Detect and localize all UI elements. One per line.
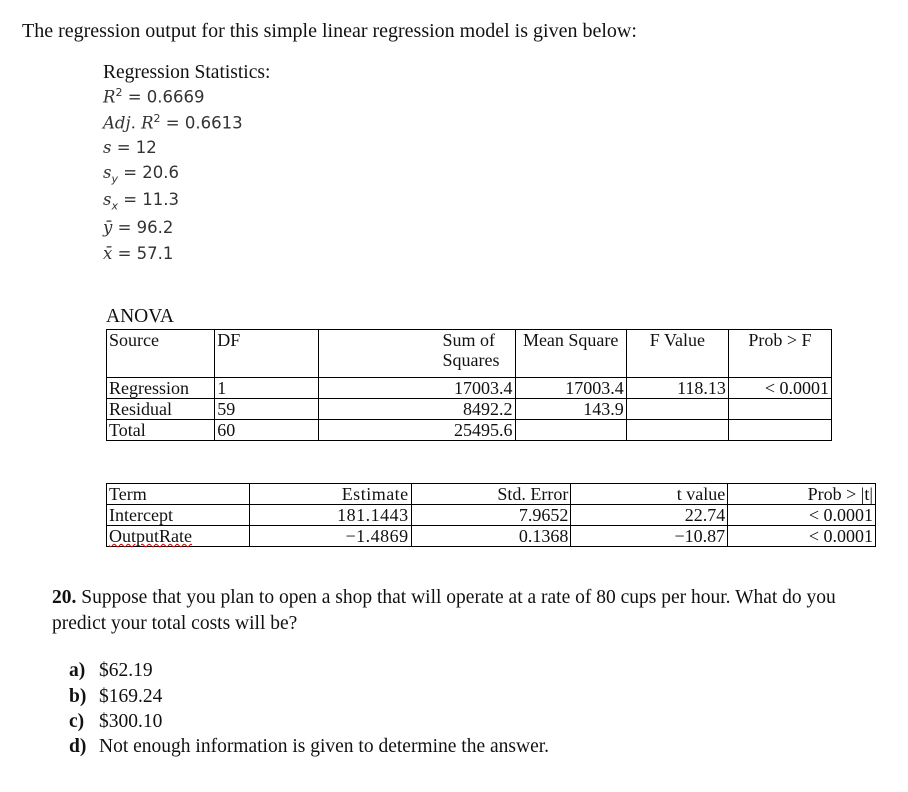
- anova-header-row: [107, 330, 832, 378]
- stat-sy-value: = 20.6: [123, 163, 180, 182]
- coefficients-table: [106, 483, 876, 547]
- anova-title: ANOVA: [106, 306, 174, 327]
- coef-header-std-error: Std. Error: [411, 484, 571, 505]
- anova-cell: 60: [215, 420, 318, 441]
- option-b-text: $169.24: [99, 686, 163, 707]
- coef-row-outputrate: [107, 526, 876, 547]
- anova-cell: 17003.4: [515, 378, 626, 399]
- anova-cell: < 0.0001: [728, 378, 831, 399]
- stat-s: [103, 138, 157, 157]
- option-a-text: $62.19: [99, 660, 153, 681]
- anova-header-f-value: F Value: [626, 330, 728, 378]
- coef-cell: Intercept: [107, 505, 250, 526]
- option-b-letter: b): [69, 686, 87, 707]
- coef-header-prob-t: Prob > |t|: [728, 484, 876, 505]
- anova-row-total: [107, 420, 832, 441]
- stat-r-squared: [103, 86, 205, 107]
- coef-cell: 22.74: [571, 505, 728, 526]
- coef-header-term: Term: [107, 484, 250, 505]
- anova-cell: [728, 399, 831, 420]
- anova-cell: [728, 420, 831, 441]
- stat-sy-label: s: [103, 163, 112, 182]
- option-a-letter: a): [69, 660, 86, 681]
- coef-cell: −1.4869: [249, 526, 411, 547]
- anova-cell: 118.13: [626, 378, 728, 399]
- stat-sx-value: = 11.3: [123, 190, 180, 209]
- anova-table: [106, 329, 832, 441]
- intro-text: The regression output for this simple linear regression model is given below:: [22, 20, 637, 42]
- option-c-letter: c): [69, 711, 85, 732]
- stat-r-squared-value: = 0.6669: [127, 87, 205, 107]
- anova-row-residual: [107, 399, 832, 420]
- stat-sx-sub: x: [111, 199, 118, 213]
- anova-cell: 8492.2: [318, 399, 515, 420]
- anova-header-sum-squares-text: Sum of Squares: [442, 330, 500, 370]
- regression-stats-heading: Regression Statistics:: [103, 62, 271, 83]
- anova-cell: 17003.4: [318, 378, 515, 399]
- coef-cell: 181.1443: [249, 505, 411, 526]
- anova-cell: [626, 420, 728, 441]
- anova-cell: Residual: [107, 399, 215, 420]
- anova-cell: [626, 399, 728, 420]
- stat-y-bar-label: ȳ: [103, 218, 113, 237]
- anova-cell: [515, 420, 626, 441]
- coef-cell: < 0.0001: [728, 526, 876, 547]
- coef-cell: 7.9652: [411, 505, 571, 526]
- anova-header-prob-f: Prob > F: [728, 330, 831, 378]
- coef-cell: [107, 526, 250, 547]
- option-d-text: Not enough information is given to determine the answer.: [99, 736, 550, 757]
- option-d[interactable]: [69, 736, 549, 758]
- option-a[interactable]: [69, 660, 153, 682]
- option-d-letter: d): [69, 736, 87, 757]
- anova-row-regression: [107, 378, 832, 399]
- coef-header-estimate: Estimate: [249, 484, 411, 505]
- stat-r-squared-label: R: [103, 87, 116, 107]
- stat-r-squared-sup: 2: [115, 86, 123, 99]
- stat-s-value: = 12: [116, 138, 157, 157]
- stat-x-bar: [103, 244, 173, 263]
- option-c[interactable]: [69, 711, 162, 733]
- anova-cell: 1: [215, 378, 318, 399]
- stat-sx-label: s: [103, 190, 112, 209]
- anova-header-source: Source: [107, 330, 215, 378]
- stat-y-bar-value: = 96.2: [117, 218, 174, 237]
- stat-s-label: s: [103, 138, 112, 157]
- stat-sx: [103, 190, 179, 212]
- stat-x-bar-value: = 57.1: [117, 244, 174, 263]
- anova-cell: 59: [215, 399, 318, 420]
- question: [52, 585, 872, 637]
- coef-header-t-value: t value: [571, 484, 728, 505]
- option-b[interactable]: [69, 686, 162, 708]
- stat-adj-r-squared-label: Adj. R: [103, 113, 154, 133]
- question-text: Suppose that you plan to open a shop that will operate at a rate of 80 cups per hour. What do you predict your total costs will be?: [52, 587, 836, 634]
- coef-term-outputrate: OutputRate: [109, 526, 192, 546]
- coef-cell: < 0.0001: [728, 505, 876, 526]
- anova-header-df: DF: [215, 330, 318, 378]
- anova-header-mean-square: Mean Square: [515, 330, 626, 378]
- stat-sy: [103, 163, 179, 185]
- anova-cell: Regression: [107, 378, 215, 399]
- coef-cell: 0.1368: [411, 526, 571, 547]
- anova-cell: 143.9: [515, 399, 626, 420]
- stat-sy-sub: y: [111, 172, 118, 186]
- option-c-text: $300.10: [99, 711, 163, 732]
- stat-x-bar-label: x̄: [103, 244, 113, 263]
- coef-row-intercept: [107, 505, 876, 526]
- stat-adj-r-squared-value: = 0.6613: [165, 113, 243, 133]
- question-number: 20.: [52, 587, 77, 608]
- coef-header-row: [107, 484, 876, 505]
- stat-y-bar: [103, 218, 173, 237]
- anova-cell: 25495.6: [318, 420, 515, 441]
- coef-cell: −10.87: [571, 526, 728, 547]
- stat-adj-r-squared-sup: 2: [153, 112, 161, 125]
- anova-header-sum-squares: [318, 330, 515, 378]
- anova-cell: Total: [107, 420, 215, 441]
- stat-adj-r-squared: [103, 112, 243, 133]
